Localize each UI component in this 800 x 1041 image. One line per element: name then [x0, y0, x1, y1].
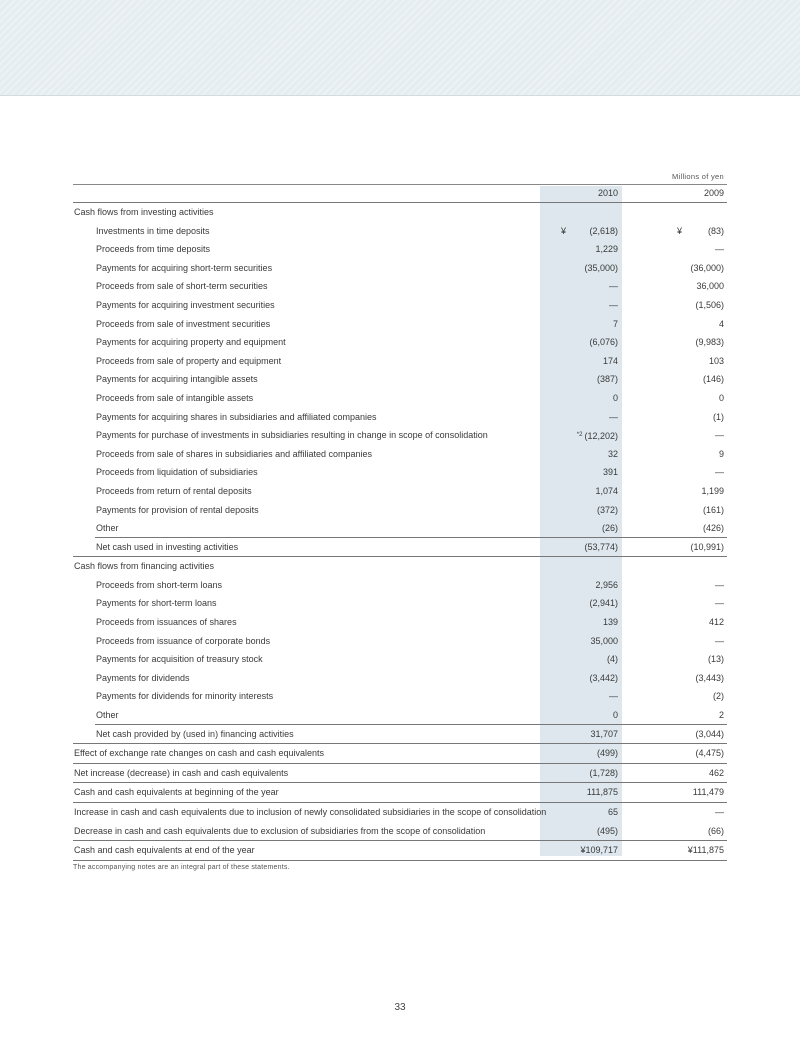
value-2010: 31,707	[590, 728, 618, 739]
value-2009: 103	[708, 355, 724, 366]
table-row	[73, 370, 727, 389]
row-label: Increase in cash and cash equivalents due to inclusion of newly consolidated subsidiaries in the scope of consolidation	[74, 807, 547, 817]
table-row	[73, 725, 727, 744]
value-2009: 0	[718, 392, 724, 403]
row-label: Proceeds from sale of shares in subsidiaries and affiliated companies	[96, 448, 372, 459]
value-2009: (4,475)	[695, 748, 724, 759]
table-row	[73, 706, 727, 725]
value-2009: —	[715, 807, 724, 817]
yen-symbol: ¥	[561, 225, 567, 236]
table-row	[73, 822, 727, 841]
value-2009: —	[715, 579, 724, 590]
table-row	[73, 763, 727, 783]
table-row	[73, 840, 727, 861]
row-label: Proceeds from issuances of shares	[96, 617, 237, 628]
value-2009: (2)	[713, 691, 724, 702]
table-row	[73, 222, 727, 241]
row-label: Net increase (decrease) in cash and cash equivalents	[74, 767, 289, 778]
value-2009: (161)	[702, 504, 724, 515]
value-2009: —	[715, 635, 724, 646]
row-label: Payments for acquiring intangible assets	[96, 374, 258, 385]
row-label: Cash and cash equivalents at beginning of the year	[74, 787, 279, 798]
value-2010: —	[609, 691, 618, 702]
value-2010: —	[609, 281, 618, 292]
value-2010: (6,076)	[589, 337, 618, 348]
row-label: Decrease in cash and cash equivalents due to exclusion of subsidiaries from the scope of consolidation	[74, 825, 486, 836]
table-row	[73, 613, 727, 632]
row-label: Proceeds from sale of property and equipment	[96, 355, 282, 366]
value-2009: 111,479	[692, 787, 724, 798]
year-header-row	[73, 185, 727, 202]
row-label: Proceeds from liquidation of subsidiaries	[96, 467, 258, 478]
table-row	[73, 501, 727, 520]
row-label: Payments for acquiring short-term securities	[96, 262, 273, 273]
value-2009: 462	[708, 767, 724, 778]
value-2010: (499)	[596, 748, 618, 759]
table-row	[73, 445, 727, 464]
value-2009: 412	[708, 617, 724, 628]
row-label: Effect of exchange rate changes on cash and cash equivalents	[74, 748, 325, 759]
year-2009-header: 2009	[703, 188, 724, 198]
row-label: Cash flows from investing activities	[74, 207, 214, 217]
table-row	[73, 538, 727, 557]
table-row	[73, 315, 727, 334]
value-2009: (146)	[702, 374, 724, 385]
row-label: Other	[96, 710, 119, 721]
row-label: Proceeds from sale of short-term securities	[96, 281, 268, 292]
value-2010: 391	[602, 467, 618, 478]
value-2010: 139	[602, 617, 618, 628]
value-2010: (53,774)	[584, 541, 618, 552]
value-2010: 0	[612, 392, 618, 403]
value-2010: (3,442)	[589, 672, 618, 683]
value-2010: (2,941)	[589, 598, 618, 609]
value-2010: ¥109,717	[580, 845, 618, 856]
row-label: Cash flows from financing activities	[74, 561, 215, 572]
table-row	[73, 576, 727, 595]
table-row	[73, 240, 727, 259]
value-2010	[540, 426, 618, 446]
value-2010: 7	[612, 318, 618, 329]
statement-table	[73, 184, 727, 861]
value-2010: 2,956	[595, 579, 618, 590]
row-label: Proceeds from short-term loans	[96, 579, 223, 590]
value-2009: 2	[718, 710, 724, 721]
table-row	[73, 687, 727, 706]
table-row	[73, 669, 727, 688]
row-label: Payments for acquisition of treasury stock	[96, 654, 263, 665]
value-2010: 0	[612, 710, 618, 721]
value-2009: (9,983)	[695, 337, 724, 348]
units-label: Millions of yen	[671, 172, 724, 181]
value-2009: —	[715, 244, 724, 255]
value-2009: 36,000	[696, 281, 724, 292]
row-label: Net cash provided by (used in) financing activities	[96, 728, 294, 739]
row-label: Cash and cash equivalents at end of the year	[74, 845, 255, 856]
row-label: Payments for dividends for minority interests	[96, 691, 274, 702]
value-2010: 1,229	[595, 244, 618, 255]
row-label: Investments in time deposits	[96, 225, 210, 236]
value-2009: 1,199	[701, 485, 724, 496]
row-label: Proceeds from sale of intangible assets	[96, 392, 254, 403]
table-row	[73, 482, 727, 501]
table-row	[73, 426, 727, 445]
value-2010: 111,875	[586, 787, 618, 798]
row-label: Payments for provision of rental deposits	[96, 504, 259, 515]
value-2009: 9	[718, 448, 724, 459]
table-row	[73, 556, 727, 576]
table-row	[73, 782, 727, 802]
value-2010: 174	[602, 355, 618, 366]
value-2010: —	[609, 299, 618, 310]
table-row	[73, 333, 727, 352]
value-2010: (2,618)	[589, 225, 618, 236]
value-2009: (83)	[707, 225, 724, 236]
row-label: Proceeds from issuance of corporate bonds	[96, 635, 271, 646]
value-2010: (26)	[601, 523, 618, 534]
row-label: Payments for acquiring investment securities	[96, 299, 275, 310]
table-row	[73, 463, 727, 482]
table-row	[73, 296, 727, 315]
note-reference: *2	[576, 432, 583, 439]
table-row	[73, 389, 727, 408]
table-row	[73, 802, 727, 822]
table-row	[73, 743, 727, 763]
value-2009: —	[715, 430, 724, 441]
table-row	[73, 519, 727, 538]
value-2009: ¥111,875	[687, 845, 724, 856]
row-label: Payments for purchase of investments in subsidiaries resulting in change in scope of consolidation	[96, 430, 488, 441]
value-2010: 65	[607, 807, 618, 817]
value-2009: (1)	[713, 411, 724, 422]
value-2010: (4)	[607, 654, 618, 665]
value-2009: (426)	[702, 523, 724, 534]
value-2010: (35,000)	[584, 262, 618, 273]
value-2009: (10,991)	[690, 541, 724, 552]
value-2010: 1,074	[595, 485, 618, 496]
table-row	[73, 277, 727, 296]
row-label: Net cash used in investing activities	[96, 541, 239, 552]
row-label: Payments for acquiring property and equipment	[96, 337, 286, 348]
table-row	[73, 650, 727, 669]
table-row	[73, 408, 727, 427]
value-2009: (66)	[707, 825, 724, 836]
value-2010: (387)	[596, 374, 618, 385]
row-label: Payments for dividends	[96, 672, 190, 683]
row-label: Payments for short-term loans	[96, 598, 217, 609]
header-band	[0, 0, 800, 96]
row-label: Proceeds from time deposits	[96, 244, 211, 255]
value-2010: (372)	[596, 504, 618, 515]
year-2010-header: 2010	[597, 188, 618, 198]
value-2009: (36,000)	[690, 262, 724, 273]
row-label: Proceeds from sale of investment securities	[96, 318, 271, 329]
footnote: The accompanying notes are an integral part of these statements.	[73, 863, 290, 871]
cash-flow-statement	[73, 170, 727, 871]
yen-symbol: ¥	[677, 225, 683, 236]
table-row	[73, 352, 727, 371]
value-2010: (1,728)	[589, 767, 618, 778]
table-row	[73, 594, 727, 613]
row-label: Other	[96, 523, 119, 534]
value-2010: 32	[607, 448, 618, 459]
value-2009: (3,443)	[695, 672, 724, 683]
value-2009: (3,044)	[695, 728, 724, 739]
value-2009: —	[715, 598, 724, 609]
table-row	[73, 259, 727, 278]
value-2010: 35,000	[590, 635, 618, 646]
value-2010: (495)	[596, 825, 618, 836]
page-number: 33	[394, 1002, 406, 1013]
table-row	[73, 202, 727, 222]
value-2010-text: (12,202)	[584, 431, 618, 442]
row-label: Proceeds from return of rental deposits	[96, 485, 252, 496]
value-2009: —	[715, 467, 724, 478]
value-2009: (1,506)	[695, 299, 724, 310]
value-2009: 4	[718, 318, 724, 329]
value-2010: —	[609, 411, 618, 422]
table-row	[73, 632, 727, 651]
row-label: Payments for acquiring shares in subsidiaries and affiliated companies	[96, 411, 377, 422]
value-2009: (13)	[707, 654, 724, 665]
